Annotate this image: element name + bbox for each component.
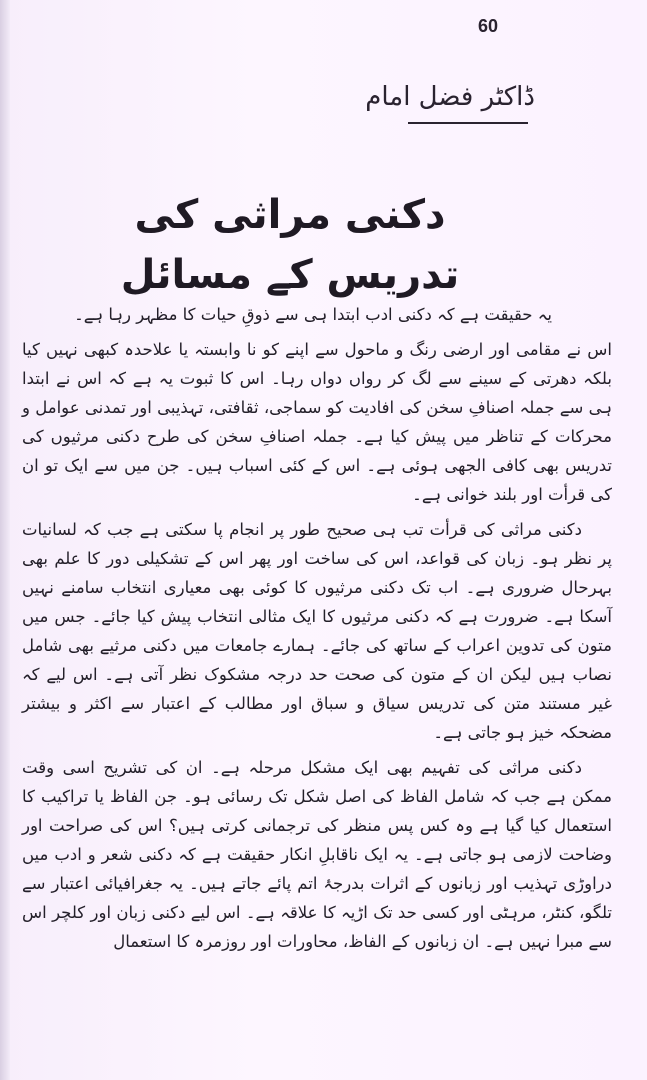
page-gutter-edge: [0, 0, 10, 1080]
article-title: دکنی مراثی کی تدریس کے مسائل: [120, 192, 460, 298]
article-body: [22, 300, 612, 962]
author-underline: [408, 122, 528, 124]
paragraph: یہ حقیقت ہے کہ دکنی ادب ابتدا ہی سے ذوقِ حیات کا مظہر رہا ہے۔: [74, 305, 552, 324]
author-name: ڈاکٹر فضل امام: [365, 82, 535, 112]
page-number: 60: [478, 16, 499, 36]
paragraph: دکنی مراثی کی قرأت تب ہی صحیح طور پر انجام پا سکتی ہے جب کہ لسانیات پر نظر ہو۔ زبان کی قواعد، اس کی ساخت اور پھر اس کے تشکیلی دور کا علم بھی بہرحال ضروری ہے۔ اب تک دکنی مرثیوں کا کوئی بھی معیاری انتخاب سامنے نہیں آسکا ہے۔ ضرورت ہے کہ دکنی مرثیوں کا ایک مثالی انتخاب پیش کیا جائے۔ جس میں متون کی تدوین اعراب کے ساتھ کی جائے۔ ہمارے جامعات میں دکنی مرثیے بھی شامل نصاب ہیں لیکن ان کے متون کی صحت حد درجہ مشکوک نظر آتی ہے۔ اس لیے کہ غیر مستند متن کی تدریس سیاق و سباق اور مطالب کے اعتبار سے اکثر و بیشتر مضحکہ خیز ہو جاتی ہے۔: [22, 520, 612, 742]
paragraph: دکنی مراثی کی تفہیم بھی ایک مشکل مرحلہ ہے۔ ان کی تشریح اسی وقت ممکن ہے جب کہ شامل الفاظ کی اصل شکل تک رسائی ہو۔ جن الفاظ یا تراکیب کا استعمال کیا گیا ہے وہ کس پس منظر کی ترجمانی کرتی ہیں؟ اس کی صراحت اور وضاحت لازمی ہو جاتی ہے۔ یہ ایک ناقابلِ انکار حقیقت ہے کہ دکنی شعر و ادب میں دراوڑی تہذیب اور زبانوں کے اثرات بدرجۂ اتم پائے جاتے ہیں۔ یہ جغرافیائی اعتبار سے تلگو، کنٹر، مرہٹی اور کسی حد تک اڑیہ کا علاقہ ہے۔ اس لیے دکنی زبان اور کلچر اس سے مبرا نہیں ہے۔ ان زبانوں کے الفاظ، محاورات اور روزمرہ کا استعمال: [22, 758, 612, 951]
paragraph: اس نے مقامی اور ارضی رنگ و ماحول سے اپنے کو نا وابستہ یا علاحدہ کبھی نہیں کیا بلکہ دھرتی کے سینے سے لگ کر رواں دواں رہا۔ اس کا ثبوت یہ ہے کہ اس نے ابتدا ہی سے جملہ اصنافِ سخن کی افادیت کو سماجی، ثقافتی، تہذیبی اور تمدنی عوامل و محرکات کے تناظر میں پیش کیا ہے۔ جملہ اصنافِ سخن کی طرح دکنی مرثیوں کی تدریس بھی کافی الجھی ہوئی ہے۔ اس کے کئی اسباب ہیں۔ جن میں سے ایک تو ان کی قرأت اور بلند خوانی ہے۔: [22, 340, 612, 504]
